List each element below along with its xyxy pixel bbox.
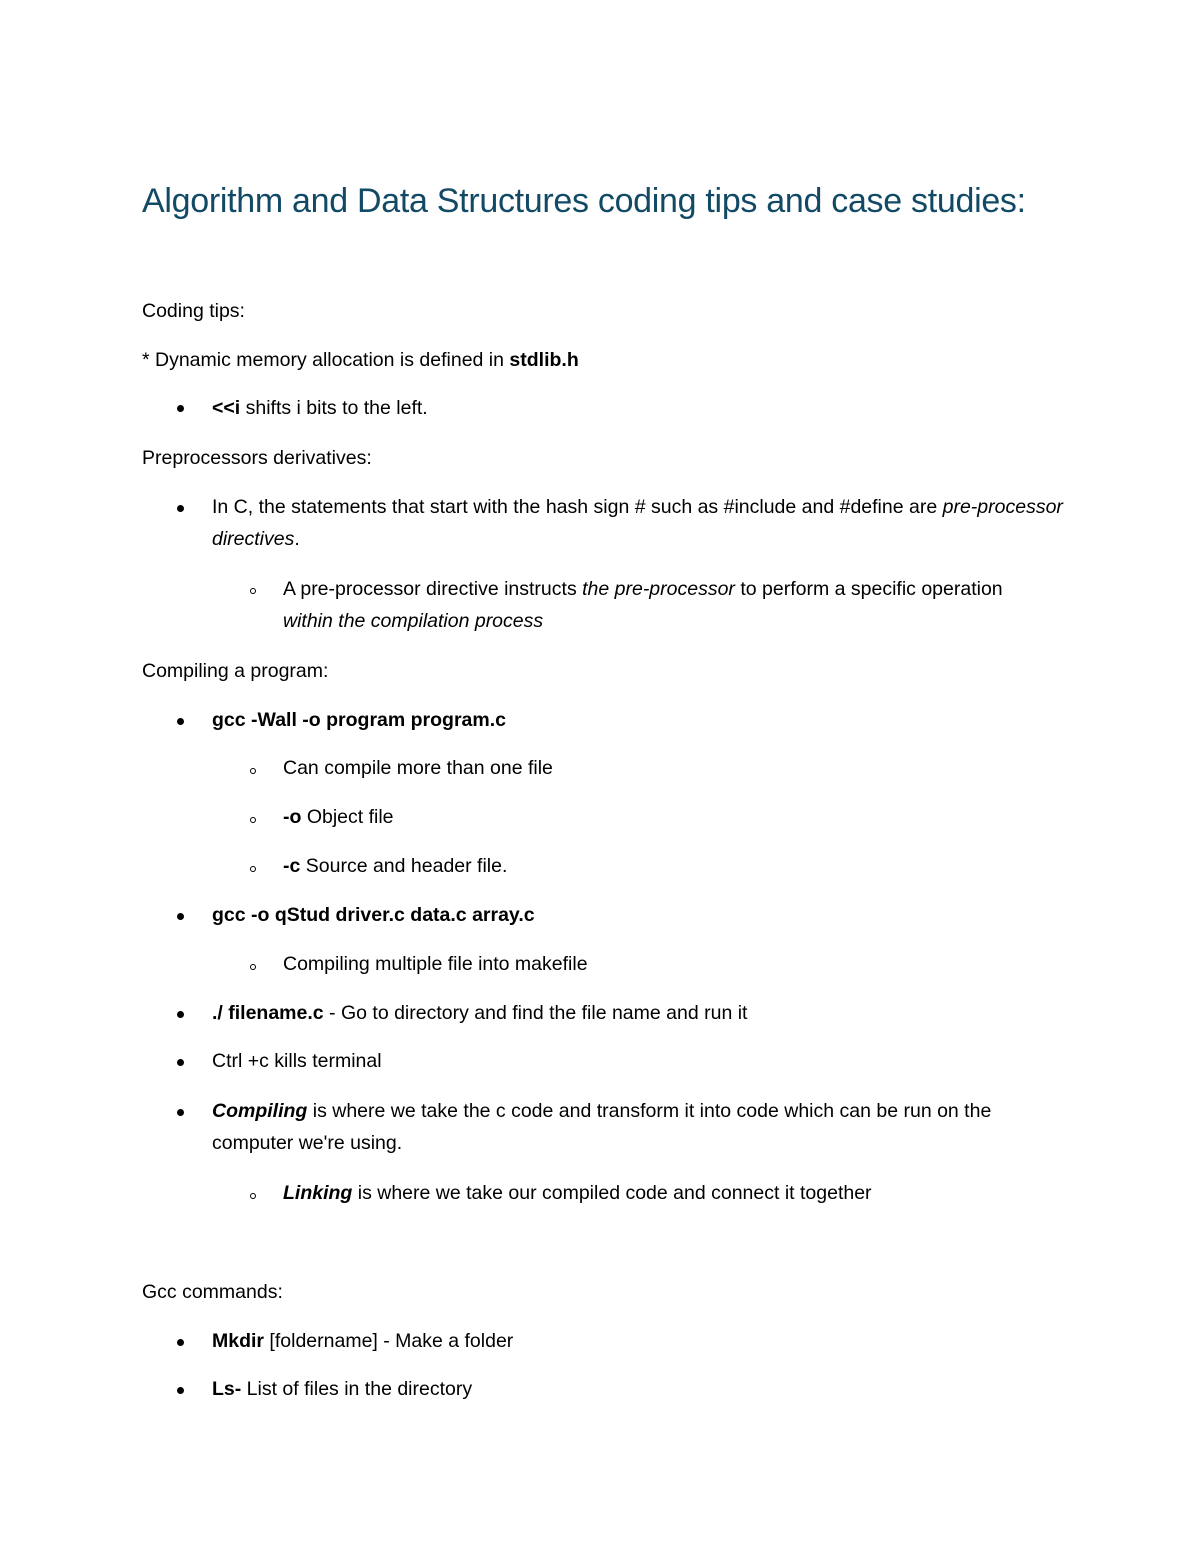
preprocessors-heading: Preprocessors derivatives: xyxy=(142,447,372,469)
sub-bullet-icon xyxy=(250,588,256,594)
sub-text: A pre-processor directive instructs xyxy=(283,578,583,600)
bullet-icon xyxy=(177,718,184,725)
sub-bullet-icon xyxy=(250,866,256,872)
flag-text: Source and header file. xyxy=(300,855,508,877)
tip-bold: stdlib.h xyxy=(509,349,579,371)
compiling-definition xyxy=(212,1095,1062,1159)
term-bold: Linking xyxy=(283,1182,353,1204)
cmd-bold: Mkdir xyxy=(212,1330,265,1352)
bullet-icon xyxy=(177,505,184,512)
shift-tip xyxy=(212,392,428,424)
coding-tips-heading: Coding tips: xyxy=(142,300,245,322)
preprocessor-item xyxy=(212,491,1072,555)
flag-bold: -o xyxy=(283,806,302,828)
ctrl-item: Ctrl +c kills terminal xyxy=(212,1050,382,1072)
bullet-icon xyxy=(177,1059,184,1066)
bullet-icon xyxy=(177,1109,184,1116)
term-text: is where we take the c code and transform it into code which can be run on the computer we're using. xyxy=(212,1100,992,1154)
run-bold: ./ filename.c xyxy=(212,1002,324,1024)
tip-text: * Dynamic memory allocation is defined in xyxy=(142,349,510,371)
item-text: In C, the statements that start with the hash sign # such as #include and #define are xyxy=(212,496,943,518)
item-end: . xyxy=(294,528,300,550)
sub-bullet-icon xyxy=(250,768,256,774)
bullet-icon xyxy=(177,1339,184,1346)
run-item xyxy=(212,997,747,1029)
preprocessor-sub-item xyxy=(283,573,1043,637)
linking-definition xyxy=(283,1177,872,1209)
flag-text: Object file xyxy=(301,806,394,828)
cmd-text: List of files in the directory xyxy=(241,1378,473,1400)
sub-italic: the pre-processor xyxy=(582,578,735,600)
gcc1-sub-item xyxy=(283,801,394,833)
gcc-command-2: gcc -o qStud driver.c data.c array.c xyxy=(212,904,535,926)
gcc-commands-heading: Gcc commands: xyxy=(142,1281,283,1303)
sub-italic: within the compilation process xyxy=(283,610,544,632)
page-title: Algorithm and Data Structures coding tips and case studies: xyxy=(142,182,1026,220)
cmd-text: [foldername] - Make a folder xyxy=(264,1330,514,1352)
item-italic: pre-processor directives xyxy=(212,496,1063,550)
cmd-bold: Ls- xyxy=(212,1378,242,1400)
bullet-icon xyxy=(177,913,184,920)
ls-item xyxy=(212,1373,472,1405)
gcc-command-1: gcc -Wall -o program program.c xyxy=(212,709,506,731)
bullet-icon xyxy=(177,405,184,412)
sub-bullet-icon xyxy=(250,1193,256,1199)
sub-bullet-icon xyxy=(250,964,256,970)
run-text: - Go to directory and find the file name and run it xyxy=(323,1002,748,1024)
bullet-icon xyxy=(177,1011,184,1018)
term-bold: Compiling xyxy=(212,1100,308,1122)
gcc2-sub-item: Compiling multiple file into makefile xyxy=(283,953,588,975)
shift-text: shifts i bits to the left. xyxy=(240,397,428,419)
sub-bullet-icon xyxy=(250,817,256,823)
compiling-heading: Compiling a program: xyxy=(142,660,329,682)
gcc1-sub-item: Can compile more than one file xyxy=(283,757,553,779)
term-text: is where we take our compiled code and connect it together xyxy=(352,1182,872,1204)
dynamic-memory-tip xyxy=(142,344,579,376)
sub-text: to perform a specific operation xyxy=(734,578,1003,600)
mkdir-item xyxy=(212,1325,513,1357)
flag-bold: -c xyxy=(283,855,301,877)
shift-bold: <<i xyxy=(212,397,241,419)
gcc1-sub-item xyxy=(283,850,507,882)
bullet-icon xyxy=(177,1387,184,1394)
